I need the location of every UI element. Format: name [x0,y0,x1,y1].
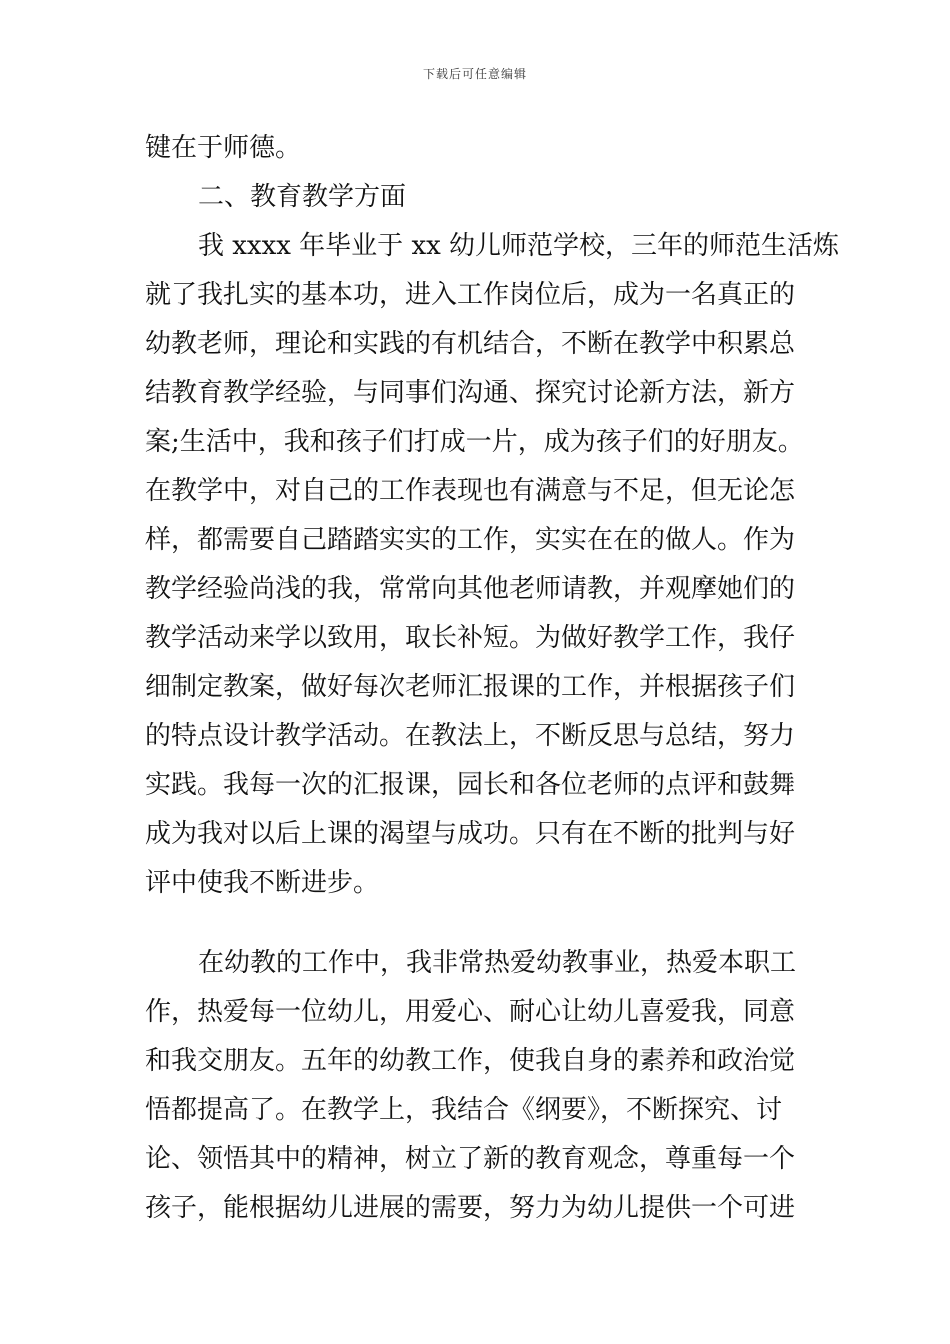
document-body [145,124,840,1233]
paragraph-spacer [145,908,810,939]
text-line: 作，热爱每一位幼儿，用爱心、耐心让幼儿喜爱我，同意 [145,997,796,1027]
text-line: 论、领悟其中的精神，树立了新的教育观念，尊重每一个 [145,1144,796,1174]
text-line: 我 xxxx 年毕业于 xx 幼儿师范学校，三年的师范生活炼 [198,231,840,261]
text-line: 教学经验尚浅的我，常常向其他老师请教，并观摩她们的 [145,574,796,604]
section-heading [145,173,810,222]
text-line: 评中使我不断进步。 [145,868,380,898]
text-line: 实践。我每一次的汇报课，园长和各位老师的点评和鼓舞 [145,770,796,800]
text-line: 幼教老师，理论和实践的有机结合，不断在教学中积累总 [145,329,796,359]
text-line: 样，都需要自己踏踏实实的工作，实实在在的做人。作为 [145,525,796,555]
text-line: 在教学中，对自己的工作表现也有满意与不足，但无论怎 [145,476,796,506]
paragraph [145,124,810,173]
text-line: 键在于师德。 [145,133,302,163]
text-line: 教学活动来学以致用，取长补短。为做好教学工作，我仔 [145,623,796,653]
text-line: 和我交朋友。五年的幼教工作，使我自身的素养和政治觉 [145,1046,796,1076]
text-line: 案;生活中，我和孩子们打成一片，成为孩子们的好朋友。 [145,427,804,457]
text-line: 悟都提高了。在教学上，我结合《纲要》，不断探究、讨 [145,1095,783,1125]
text-line: 成为我对以后上课的渴望与成功。只有在不断的批判与好 [145,819,796,849]
text-line: 就了我扎实的基本功，进入工作岗位后，成为一名真正的 [145,280,796,310]
paragraph [145,939,810,1233]
text-line: 结教育教学经验，与同事们沟通、探究讨论新方法，新方 [145,378,796,408]
text-line: 的特点设计教学活动。在教法上，不断反思与总结，努力 [145,721,796,751]
page-header: 下载后可任意编辑 [422,67,527,81]
text-line: 细制定教案，做好每次老师汇报课的工作，并根据孩子们 [145,672,796,702]
text-line: 二、教育教学方面 [198,182,407,212]
text-line: 在幼教的工作中，我非常热爱幼教事业，热爱本职工 [198,948,797,978]
text-line: 孩子，能根据幼儿进展的需要，努力为幼儿提供一个可进 [145,1193,796,1223]
paragraph [145,222,840,908]
